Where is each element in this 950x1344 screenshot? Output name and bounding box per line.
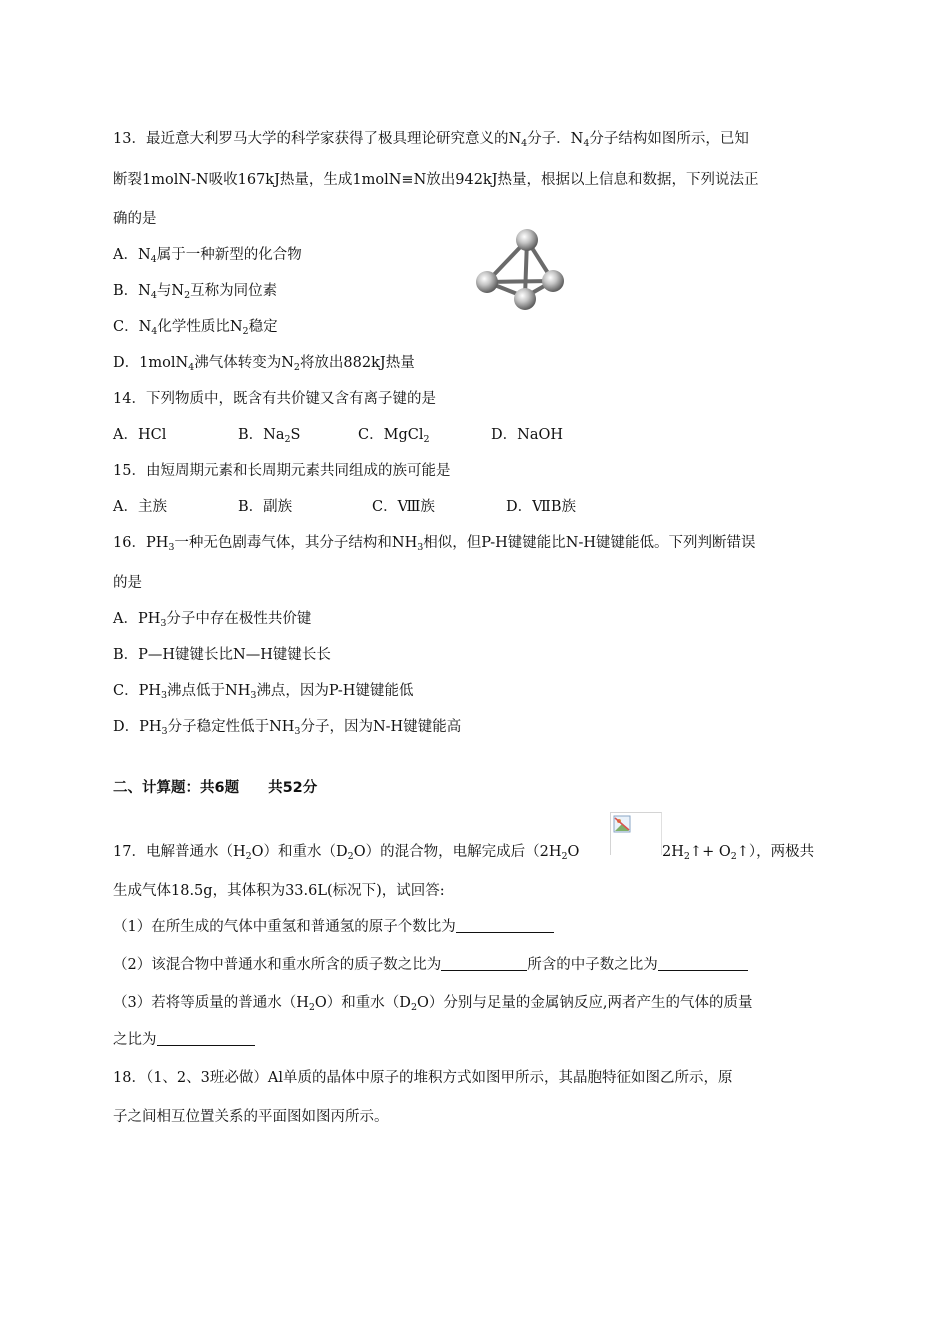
subscript: 3: [168, 542, 175, 553]
atom-sphere: [514, 288, 536, 310]
q14-option-b: [238, 425, 300, 450]
part-text: O）和重水（D: [314, 995, 411, 1011]
option-text: 与N: [156, 283, 185, 299]
subscript: 4: [150, 254, 157, 265]
q14-option-a: A．HCl: [113, 427, 167, 443]
option-text: A．PH: [113, 611, 161, 627]
option-text: B．N: [113, 283, 151, 299]
q13-text: 分子．N: [527, 131, 584, 147]
atom-sphere: [542, 270, 564, 292]
q16-option-d: [113, 717, 461, 742]
q13-text: 13．最近意大利罗马大学的科学家获得了极具理论研究意义的N: [113, 131, 522, 147]
part-text: （1）在所生成的气体中重氢和普通氢的原子个数比为: [113, 919, 456, 935]
q15-option-a: A．主族: [113, 499, 167, 515]
option-text: S: [290, 427, 301, 443]
subscript: 3: [250, 690, 257, 701]
subscript: 4: [151, 326, 158, 337]
q17-text: O: [567, 844, 580, 860]
answer-blank[interactable]: [157, 1031, 255, 1046]
q17-part-2: [113, 955, 748, 975]
option-text: C．MgCl: [358, 427, 424, 443]
option-text: 分子中存在极性共价键: [166, 611, 312, 627]
subscript: 4: [188, 362, 195, 373]
subscript: 2: [242, 326, 249, 337]
broken-image-icon: [613, 815, 631, 833]
q18-stem-line1: 18．（1、2、3班必做）Al单质的晶体中原子的堆积方式如图甲所示，其晶胞特征如图乙所示，原: [113, 1070, 733, 1086]
part-text: O）分别与足量的金属钠反应,两者产生的气体的质量: [416, 995, 753, 1011]
option-text: 将放出882kJ热量: [299, 355, 415, 371]
option-text: C．N: [113, 319, 152, 335]
part-text: 之比为: [113, 1032, 157, 1048]
q17-stem-line1-continued: [662, 842, 814, 867]
q13-option-d: [113, 353, 415, 378]
q16-text: 一种无色剧毒气体，其分子结构和NH: [174, 535, 418, 551]
part-text: 所含的中子数之比为: [527, 957, 658, 973]
subscript: 2: [683, 851, 690, 862]
option-text: 稳定: [248, 319, 278, 335]
subscript: 2: [410, 1002, 417, 1013]
q16-text: 相似，但P-H键键能比N-H键键能低。下列判断错误: [423, 535, 756, 551]
q17-part-1: [113, 917, 554, 937]
q16-option-c: [113, 681, 413, 706]
q13-option-b: [113, 281, 277, 306]
option-text: 化学性质比N: [157, 319, 243, 335]
q13-text: 分子结构如图所示，已知: [589, 131, 749, 147]
section-heading: 二、计算题：共6题 共52分: [113, 780, 318, 796]
option-text: 沸点，因为P-H键键能低: [256, 683, 414, 699]
subscript: 2: [184, 290, 191, 301]
q14-option-d: D．NaOH: [491, 427, 563, 443]
q17-part-3-line2: [113, 1030, 255, 1050]
q14-option-c: [358, 425, 430, 450]
option-text: 沸点低于NH: [167, 683, 251, 699]
subscript: 4: [583, 138, 590, 149]
q16-stem-line2: 的是: [113, 575, 142, 591]
option-text: C．PH: [113, 683, 161, 699]
q13-stem-line2: 断裂1molN-N吸收167kJ热量，生成1molN≡N放出942kJ热量，根据以上信息和数据，下列说法正: [113, 172, 759, 188]
q15-option-c: C．Ⅷ族: [372, 499, 435, 515]
q15-stem: 15．由短周期元素和长周期元素共同组成的族可能是: [113, 463, 451, 479]
option-text: D．PH: [113, 719, 162, 735]
atom-sphere: [476, 271, 498, 293]
option-text: 沸气体转变为N: [194, 355, 294, 371]
broken-image-placeholder: [610, 812, 662, 855]
q18-stem-line2: 子之间相互位置关系的平面图如图丙所示。: [113, 1109, 389, 1125]
option-text: 分子，因为N-H键键能高: [300, 719, 462, 735]
answer-blank[interactable]: [658, 956, 748, 971]
q15-option-d: D．ⅦB族: [506, 499, 576, 515]
subscript: 2: [730, 851, 737, 862]
subscript: 4: [150, 290, 157, 301]
q17-part-3: [113, 993, 752, 1018]
subscript: 3: [160, 618, 167, 629]
option-text: 分子稳定性低于NH: [167, 719, 295, 735]
q16-stem-line1: [113, 533, 756, 558]
q15-option-b: B．副族: [238, 499, 293, 515]
q13-option-a: [113, 245, 302, 270]
subscript: 2: [308, 1002, 315, 1013]
option-text: 互称为同位素: [190, 283, 278, 299]
option-text: D．1molN: [113, 355, 189, 371]
part-text: （3）若将等质量的普通水（H: [113, 995, 309, 1011]
q13-option-c: [113, 317, 278, 342]
q17-text: ↑），两极共: [736, 844, 815, 860]
option-text: 属于一种新型的化合物: [156, 247, 302, 263]
q17-text: 17．电解普通水（H: [113, 844, 246, 860]
answer-blank[interactable]: [441, 956, 527, 971]
q17-text: O）的混合物，电解完成后（2H: [353, 844, 562, 860]
subscript: 3: [161, 690, 168, 701]
atom-sphere: [516, 229, 538, 251]
q16-text: 16．PH: [113, 535, 169, 551]
q17-stem-line2: 生成气体18.5g，其体积为33.6L(标况下)，试回答:: [113, 883, 445, 899]
option-text: A．N: [113, 247, 151, 263]
q16-option-b: B．P—H键键长比N—H键键长长: [113, 647, 331, 663]
subscript: 4: [521, 138, 528, 149]
part-text: （2）该混合物中普通水和重水所含的质子数之比为: [113, 957, 442, 973]
subscript: 2: [284, 434, 291, 445]
subscript: 3: [294, 726, 301, 737]
answer-blank[interactable]: [456, 918, 554, 933]
subscript: 3: [417, 542, 424, 553]
subscript: 2: [347, 851, 354, 862]
q16-option-a: [113, 609, 311, 634]
q17-stem-line1: [113, 842, 579, 867]
subscript: 2: [293, 362, 300, 373]
n4-molecule-figure: [470, 225, 572, 317]
subscript: 2: [245, 851, 252, 862]
q14-stem: 14．下列物质中，既含有共价键又含有离子键的是: [113, 391, 436, 407]
subscript: 3: [161, 726, 168, 737]
subscript: 2: [423, 434, 430, 445]
q13-stem-line3: 确的是: [113, 211, 157, 227]
option-text: B．Na: [238, 427, 285, 443]
subscript: 2: [561, 851, 568, 862]
q17-text: 2H: [662, 844, 684, 860]
q13-stem-line1: [113, 129, 749, 154]
q17-text: ↑+ O: [689, 844, 731, 860]
q17-text: O）和重水（D: [251, 844, 348, 860]
